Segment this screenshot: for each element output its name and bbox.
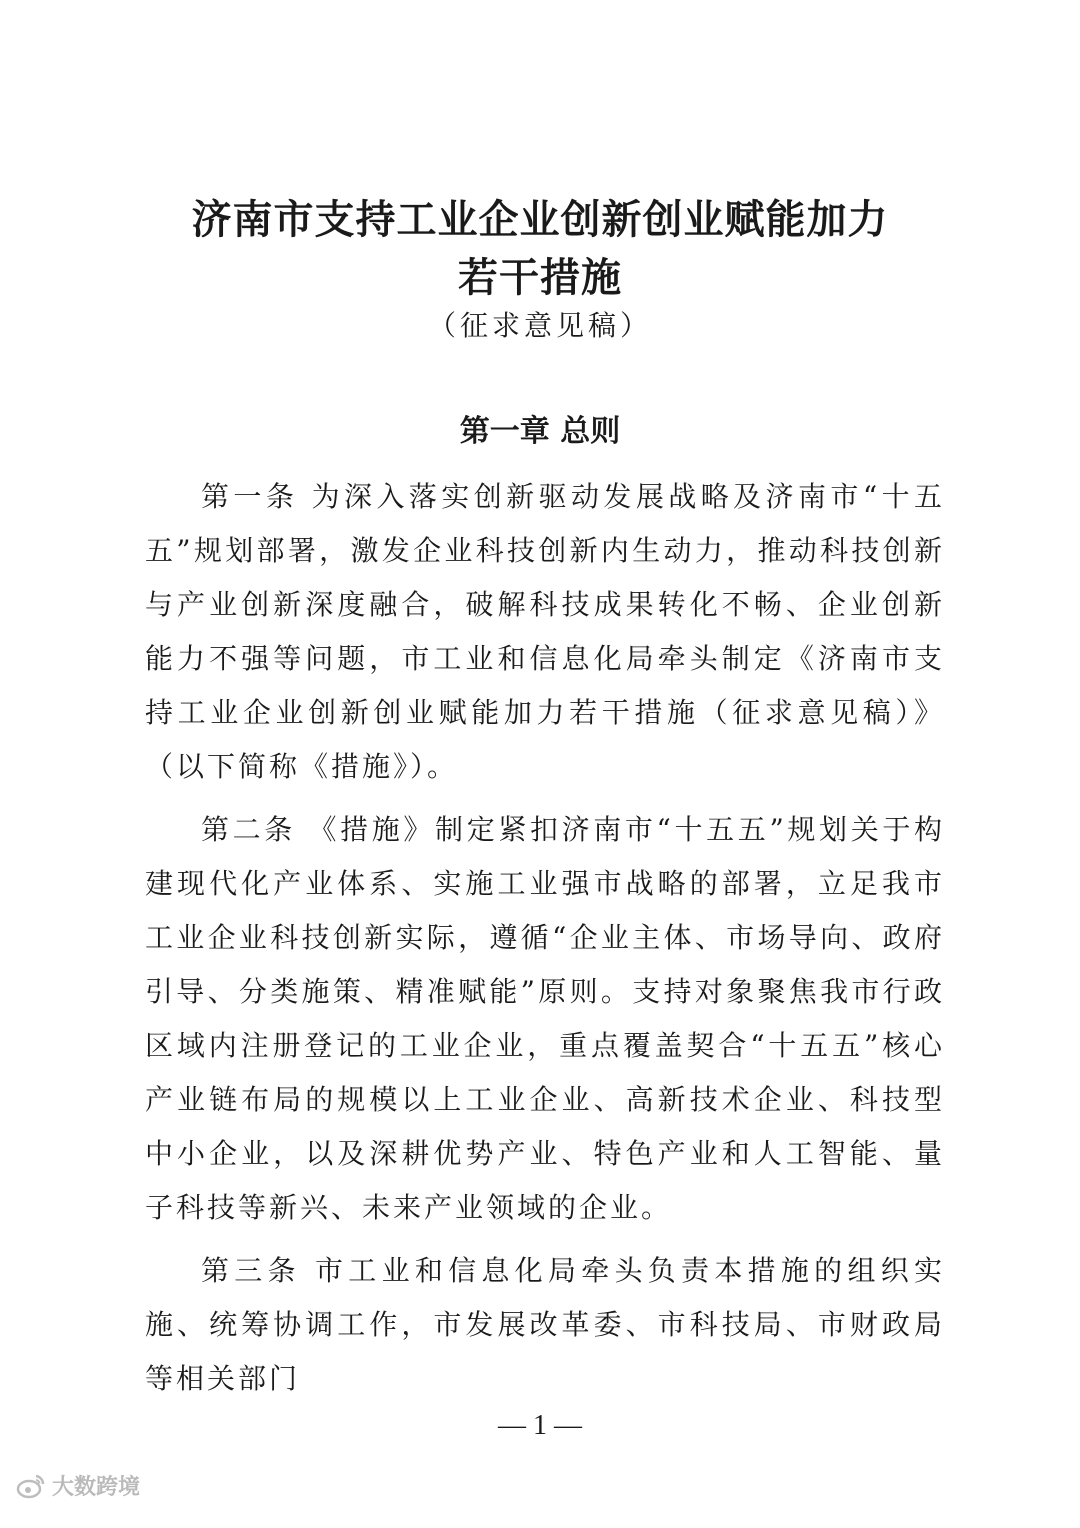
article-3 — [145, 1244, 945, 1406]
document-subtitle: （征求意见稿） — [427, 309, 652, 342]
article-3-text: 市工业和信息化局牵头负责本措施的组织实施、统筹协调工作，市发展改革委、市科技局、市财政局等相关部门 — [145, 1254, 945, 1395]
watermark — [16, 1470, 140, 1501]
watermark-text: 大数跨境 — [52, 1475, 141, 1500]
article-2 — [145, 803, 945, 1235]
document-title-line-1: 济南市支持工业企业创新创业赋能加力 — [191, 196, 889, 243]
article-1 — [145, 470, 945, 794]
article-2-text: 《措施》制定紧扣济南市“十五五”规划关于构建现代化产业体系、实施工业强市战略的部署，立足我市工业企业科技创新实际，遵循“企业主体、市场导向、政府引导、分类施策、精准赋能”原则。支持对象聚焦我市行政区域内注册登记的工业企业，重点覆盖契合“十五五”核心产业链布局的规模以上工业企业、高新技术企业、科技型中小企业，以及深耕优势产业、特色产业和人工智能、量子科技等新兴、未来产业领域的企业。 — [145, 813, 945, 1224]
article-3-label: 第三条 — [201, 1254, 301, 1287]
article-2-label: 第二条 — [201, 813, 296, 846]
article-1-text: 为深入落实创新驱动发展战略及济南市“十五五”规划部署，激发企业科技创新内生动力，推动科技创新与产业创新深度融合，破解科技成果转化不畅、企业创新能力不强等问题，市工业和信息化局牵头制定《济南市支持工业企业创新创业赋能加力若干措施（征求意见稿）》（以下简称《措施》）。 — [145, 480, 945, 783]
document-title-line-2: 若干措施 — [458, 254, 622, 301]
page-number: — 1 — — [498, 1410, 582, 1441]
weibo-logo-icon — [16, 1473, 46, 1499]
article-1-label: 第一条 — [201, 480, 299, 513]
body-text — [145, 470, 945, 1415]
chapter-heading: 第一章 总则 — [459, 414, 621, 449]
